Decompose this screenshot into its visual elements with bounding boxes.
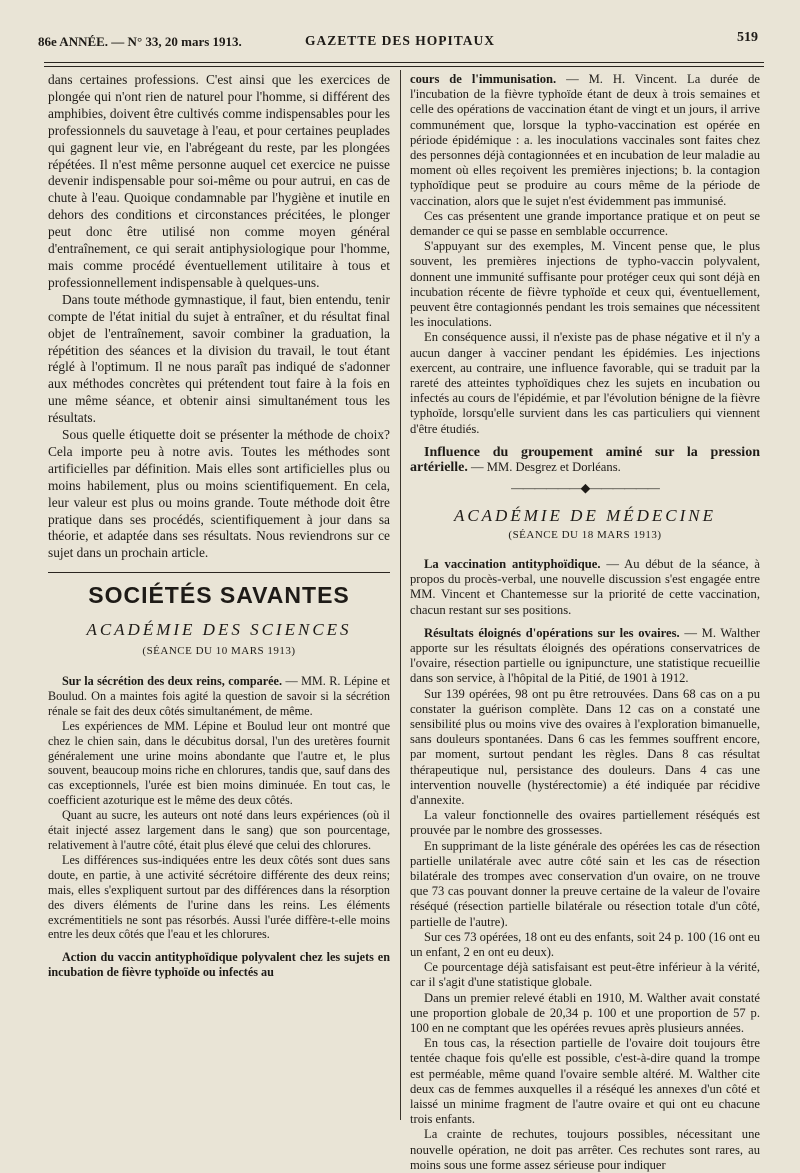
seance-date: (SÉANCE DU 18 MARS 1913) — [508, 528, 662, 541]
paragraph: S'appuyant sur des exemples, M. Vincent pense que, le plus souvent, les premières injections de typho-vaccin polyvalent, donnent une immunité suffisante pour protéger ceux qui sont déjà en incubation récente de fièvre typhoïde et ceux qui, éventuellement, peuvent être contagionnés pendant les trois semaines que nécessitent les inoculations. — [410, 239, 760, 330]
left-column — [48, 72, 390, 980]
seance-date: (SÉANCE DU 10 MARS 1913) — [142, 645, 296, 658]
topic-title: Résultats éloignés d'opérations sur les ovaires. — [424, 625, 680, 640]
paragraph: Ce pourcentage déjà satisfaisant est peut-être inférieur à la vérité, car il s'agit d'une statistique globale. — [410, 960, 760, 990]
journal-title: GAZETTE DES HOPITAUX — [304, 33, 496, 48]
topic-authors: — M. H. Vincent. — [556, 72, 678, 86]
topic-title: Action du vaccin antityphoïdique polyvalent chez les sujets en incubation de fièvre typhoïde ou infectés au — [48, 950, 390, 980]
paragraph: En conséquence aussi, il n'existe pas de phase négative et il n'y a aucun danger à vacciner pendant les épidémies. Les injections exercent, au contraire, une influence favorable, qui se traduit par la rareté des atteintes typhoïdiques chez les sujets en incubation ou infectés au cours de l'épidémie, et par l'évolution bénigne de la fièvre typhoïde, lorsqu'elle survient dans les cas particuliers qui viennent d'être étudiés. — [410, 330, 760, 436]
topic-text: La durée de l'incubation de la fièvre typhoïde étant de deux à trois semaines et celle des opérations de vaccination étant de vingt et un jours, il arrive communément que, lorsque la typho-vaccination est opérée en période épidémique : a. les inoculations vaccinales sont faites chez des personnes déjà contagionnées et en incubation de leur maladie au moment où elles reçoivent les premières injections; b. la contagion typhoïdique peut se produire au cours même de la période de vaccination, alors que le sujet n'est évidemment pas immunisé. — [410, 72, 760, 208]
paragraph: Sur ces 73 opérées, 18 ont eu des enfants, soit 24 p. 100 (16 ont eu un enfant, 2 en ont eu deux). — [410, 929, 760, 959]
column-divider — [400, 70, 401, 1120]
header-rule-thin — [44, 66, 764, 67]
paragraph: La crainte de rechutes, toujours possibles, nécessitant une nouvelle opération, ne doit pas arrêter. Ces rechutes sont rares, au moins sous une forme assez sérieuse pour indiquer — [410, 1127, 760, 1172]
paragraph: Sous quelle étiquette doit se présenter la méthode de choix? Cela importe peu à notre avis. Toutes les méthodes sont artificielles par définition. Mais elles sont artificielles plus ou moins habilement, plus ou moins scientifiquement. En cela, leur valeur est plus ou moins grande. Toute méthode doit être pratique dans ses procédés, scientifiquement à jour dans sa théorie, et adaptée dans ses résultats. Nous reviendrons sur ce sujet dans un prochain article. — [48, 427, 390, 561]
topic-title: La vaccination antityphoïdique. — [424, 556, 601, 571]
topic-title: Influence du groupement aminé sur la pression artérielle. — [410, 444, 760, 476]
topic-title: Sur la sécrétion des deux reins, comparée. — [62, 674, 282, 688]
section-title: SOCIÉTÉS SAVANTES — [88, 582, 350, 609]
paragraph: Dans toute méthode gymnastique, il faut, bien entendu, tenir compte de l'état initial du sujet à entraîner, et du résultat final objet de l'entraînement, savoir combiner la graduation, la répétition des séances et la division du travail, le tout étant réglé à l'optimum. Il ne nous paraît pas indiqué de s'adonner aux méthodes concrètes qui prétendent tout faire à la fois en une même séance, et obtenir ainsi simultanément tous les résultats. — [48, 291, 390, 426]
topic-authors: — M. Walther — [679, 625, 760, 640]
issue-info: 86e ANNÉE. — N° 33, 20 mars 1913. — [38, 34, 242, 49]
topic-authors: — MM. R. Lépine et Boulud. — [48, 674, 390, 703]
topic-title: cours de l'immunisation. — [410, 72, 557, 86]
paragraph: Dans un premier relevé établi en 1910, M. Walther avait constaté une proportion globale de 20,34 p. 100 et une proportion de 57 p. 100 en ne comptant que les opérées revues après plusieurs années. — [410, 990, 760, 1035]
paragraph: Quant au sucre, les auteurs ont noté dans leurs expériences (où il était injecté assez largement dans le sang) que son pourcentage, relativement à l'autre côté, était plus élevé que celui des chlorures. — [48, 808, 390, 852]
paragraph: dans certaines professions. C'est ainsi que les exercices de plongée qui n'ont rien de naturel pour l'homme, si différent des amphibies, doivent être cultivés comme indispensables pour les professionnels du sauvetage à l'eau, et pour certaines peuplades qui gagnent leur vie, en l'abrégeant du reste, par les plongées répétées. Il n'est même personne auquel cet exercice ne puisse devenir indispensable pour soi-même ou pour autrui, en cas de chute à l'eau. Quoique condamnable par l'hygiène et inutile en dehors des conditions et circonstances précitées, le plonger peut donc être utilisé non comme moyen général d'entraînement, ce qui serait antiphysiologique pour l'homme, mais comme procédé éventuellement utilitaire à tous et professionnellement indispensable à quelques-uns. — [48, 72, 390, 290]
academy-heading: ACADÉMIE DES SCIENCES — [86, 620, 352, 640]
paragraph: Sur 139 opérées, 98 ont pu être retrouvées. Dans 68 cas on a pu constater la guérison complète. Dans 12 cas on a constaté une sensibilité plus ou moins vive des ovaires à l'exploration bimanuelle, sans douleurs spontanées. Dans 6 cas les femmes souffrent encore, par moment, surtout pendant les règles. Dans 8 cas résultat thérapeutique nul, persistance des douleurs. Dans 4 cas une intervention nouvelle (hystérectomie) a été indiquée par récidive d'annexite. — [410, 686, 760, 807]
right-column — [410, 72, 760, 1173]
paragraph: Les expériences de MM. Lépine et Boulud leur ont montré que chez le chien sain, dans le décubitus dorsal, l'un des uretères fournit généralement une urine moins abondante que l'autre et, le plus souvent, beaucoup moins riche en chlorures, tandis que, sauf dans des cas exceptionnels, l'urée est bien moins diminuée. En tout cas, le coefficient azoturique est le même des deux côtés. — [48, 718, 390, 808]
header-rule — [44, 62, 764, 63]
section-divider — [48, 572, 390, 573]
page-number: 519 — [737, 30, 758, 45]
paragraph: Les différences sus-indiquées entre les deux côtés sont dues sans doute, en partie, à une activité sécrétoire différente des deux reins; mais, elles s'expliquent surtout par des différences dans la résorption des divers éléments de l'urine dans les reins. Les éléments excrémentitiels ne sont pas résorbés. Aussi l'urée diffère-t-elle moins entre les deux côtés que l'eau et les chlorures. — [48, 852, 390, 942]
topic-text: — Au début de la séance, à propos du procès-verbal, une nouvelle discussion s'est engagée entre MM. Vincent et Chantemesse sur la priorité de cette vaccination, chacun restant sur ses positions. — [410, 556, 760, 617]
topic-text: On a maintes fois agité la question de savoir si la sécrétion rénale se fait des deux côtés simultanément, de même. — [48, 688, 390, 718]
paragraph: En tous cas, la résection partielle de l'ovaire doit toujours être tentée chaque fois qu'elle est possible, c'est-à-dire quand la trompe est perméable, même quand l'ovaire semble altéré. M. Walther cite deux cas de femmes auxquelles il a réséqué les annexes d'un côté et laissé un minime fragment de l'autre ovaire et qui ont eu chacune trois enfants. — [410, 1036, 760, 1127]
topic-text: apporte sur les résultats éloignés des opérations conservatrices de l'ovaire, résection partielle ou ignipuncture, une statistique recueillie dans son service, à l'hôpital de la Pitié, de 1901 à 1912. — [410, 640, 760, 686]
ornament-divider: ——————◆—————— — [511, 481, 659, 496]
paragraph: En supprimant de la liste générale des opérées les cas de résection partielle unilatérale avec autre côté sain et les cas de résection bilatérale des trompes avec conservation d'un ovaire, on ne trouve que 73 cas pouvant donner la preuve certaine de la valeur de l'ovaire réséqué (résection partielle bilatérale ou résection totale d'un côté, partielle de l'autre). — [410, 838, 760, 929]
topic-authors: — MM. Desgrez et Dorléans. — [467, 460, 621, 475]
academy-heading: ACADÉMIE DE MÉDECINE — [453, 506, 717, 526]
paragraph: Ces cas présentent une grande importance pratique et on peut se demander ce qui se passe en semblable occurrence. — [410, 208, 760, 239]
running-header — [34, 30, 766, 52]
paragraph: La valeur fonctionnelle des ovaires partiellement réséqués est prouvée par le nombre des grossesses. — [410, 808, 760, 838]
